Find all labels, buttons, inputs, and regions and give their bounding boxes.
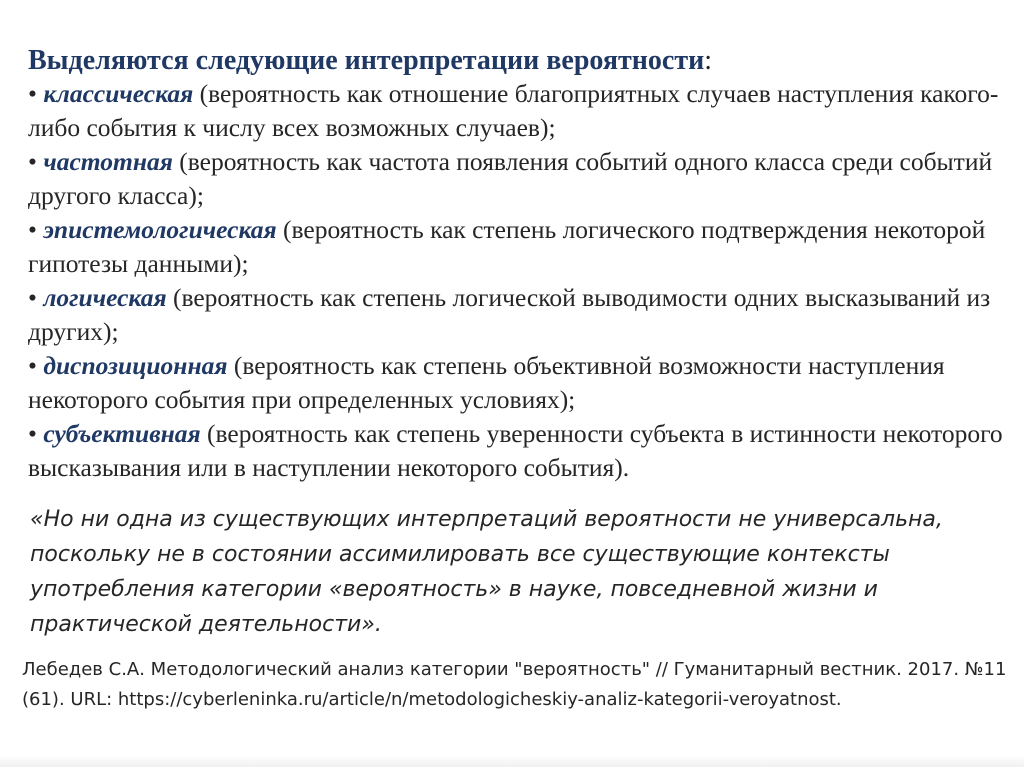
- interpretation-description: (вероятность как отношение благоприятных случаев наступления какого-либо события к числу всех возможных случаев);: [28, 79, 999, 142]
- citation: Лебедев С.А. Методологический анализ категории "вероятность" // Гуманитарный вестник. 2017. №11 (61). URL: https://cyberleninka.ru/article/n/metodologicheskiy-analiz-kategorii-veroyatnost.: [22, 659, 1007, 710]
- interpretation-item-logical: [28, 281, 1008, 349]
- interpretation-term: классическая: [43, 79, 194, 108]
- interpretation-term: частотная: [43, 147, 173, 176]
- bullet: •: [28, 215, 37, 244]
- interpretation-description: (вероятность как степень логического подтверждения некоторой гипотезы данными);: [28, 215, 986, 278]
- interpretation-item-frequency: [28, 145, 1008, 213]
- interpretation-term: эпистемологическая: [43, 215, 277, 244]
- slide-title-colon: :: [704, 45, 713, 76]
- interpretation-item-classical: [28, 77, 1008, 145]
- slide-title: [28, 44, 1008, 77]
- interpretation-description: (вероятность как степень объективной возможности наступления некоторого события при определенных условиях);: [28, 351, 945, 414]
- interpretation-term: диспозиционная: [43, 351, 228, 380]
- bullet: •: [28, 147, 37, 176]
- quote-block: «Но ни одна из существующих интерпретаций вероятности не универсальна, поскольку не в состоянии ассимилировать все существующие контексты употребления категории «вероятность» в науке, повседневной жизни и практической деятельности».: [30, 507, 943, 637]
- bullet: •: [28, 283, 37, 312]
- interpretation-description: (вероятность как частота появления событий одного класса среди событий другого класса);: [28, 147, 993, 210]
- interpretation-term: логическая: [43, 283, 167, 312]
- bullet: •: [28, 351, 37, 380]
- bullet: •: [28, 419, 37, 448]
- interpretation-description: (вероятность как степень логической выводимости одних высказываний из других);: [28, 283, 991, 346]
- interpretation-description: (вероятность как степень уверенности субъекта в истинности некоторого высказывания или в наступлении некоторого события).: [28, 419, 1003, 482]
- interpretation-item-dispositional: [28, 349, 1008, 417]
- slide-title-text: Выделяются следующие интерпретации вероятности: [28, 45, 705, 76]
- interpretation-term: субъективная: [43, 419, 201, 448]
- interpretation-item-subjective: [28, 417, 1008, 485]
- interpretation-item-epistemological: [28, 213, 1008, 281]
- slide-content: [28, 44, 1008, 485]
- bullet: •: [28, 79, 37, 108]
- slide-bottom-shadow: [0, 755, 1024, 767]
